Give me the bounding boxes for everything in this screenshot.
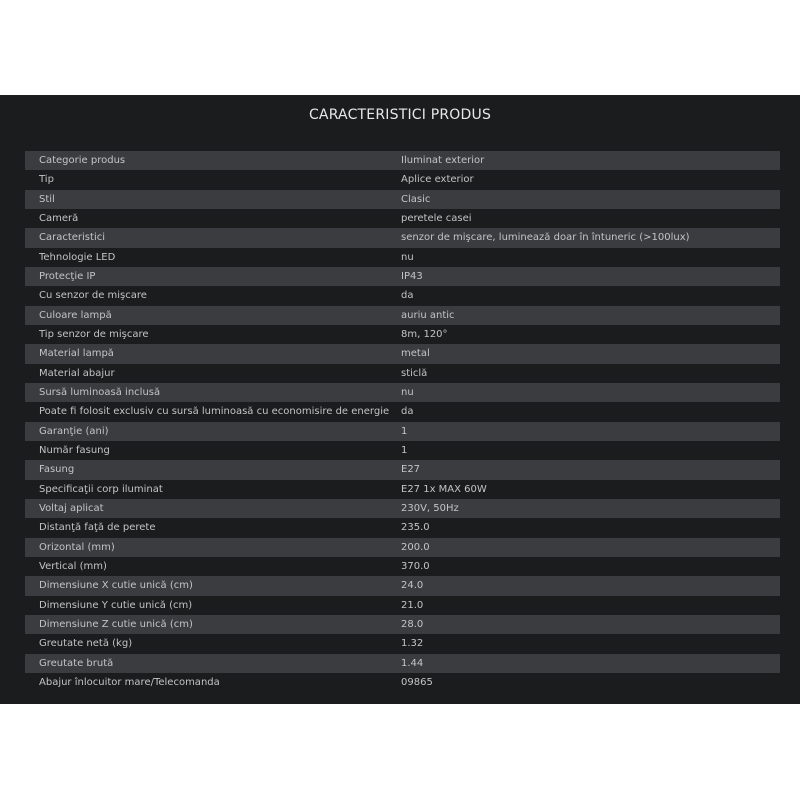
spec-row bbox=[25, 286, 780, 305]
spec-value: Iluminat exterior bbox=[399, 151, 780, 170]
spec-row bbox=[25, 267, 780, 286]
spec-name: Voltaj aplicat bbox=[25, 499, 399, 518]
spec-value: 1 bbox=[399, 441, 780, 460]
section-title: CARACTERISTICI PRODUS bbox=[308, 107, 492, 123]
spec-row bbox=[25, 499, 780, 518]
spec-name: Cu senzor de mişcare bbox=[25, 286, 399, 305]
spec-row bbox=[25, 480, 780, 499]
spec-name: Dimensiune X cutie unică (cm) bbox=[25, 576, 399, 595]
spec-row bbox=[25, 422, 780, 441]
spec-value: 1 bbox=[399, 422, 780, 441]
spec-name: Culoare lampă bbox=[25, 306, 399, 325]
spec-row bbox=[25, 170, 780, 189]
spec-row bbox=[25, 325, 780, 344]
spec-name: Fasung bbox=[25, 460, 399, 479]
spec-row bbox=[25, 228, 780, 247]
spec-value: 200.0 bbox=[399, 538, 780, 557]
spec-row bbox=[25, 364, 780, 383]
spec-value: E27 bbox=[399, 460, 780, 479]
spec-name: Orizontal (mm) bbox=[25, 538, 399, 557]
spec-row bbox=[25, 344, 780, 363]
spec-name: Poate fi folosit exclusiv cu sursă luminoasă cu economisire de energie bbox=[25, 402, 399, 421]
spec-row bbox=[25, 596, 780, 615]
spec-value: E27 1x MAX 60W bbox=[399, 480, 780, 499]
spec-name: Tehnologie LED bbox=[25, 248, 399, 267]
spec-value: 1.44 bbox=[399, 654, 780, 673]
spec-row bbox=[25, 557, 780, 576]
spec-row bbox=[25, 615, 780, 634]
product-specs-panel bbox=[0, 95, 800, 704]
spec-row bbox=[25, 248, 780, 267]
spec-name: Garanţie (ani) bbox=[25, 422, 399, 441]
spec-value: 09865 bbox=[399, 673, 780, 692]
spec-row bbox=[25, 306, 780, 325]
spec-name: Vertical (mm) bbox=[25, 557, 399, 576]
spec-value: 24.0 bbox=[399, 576, 780, 595]
spec-value: da bbox=[399, 402, 780, 421]
spec-row bbox=[25, 654, 780, 673]
spec-value: da bbox=[399, 286, 780, 305]
spec-name: Material lampă bbox=[25, 344, 399, 363]
spec-name: Abajur înlocuitor mare/Telecomanda bbox=[25, 673, 399, 692]
spec-value: nu bbox=[399, 248, 780, 267]
spec-name: Dimensiune Y cutie unică (cm) bbox=[25, 596, 399, 615]
spec-value: 28.0 bbox=[399, 615, 780, 634]
spec-row bbox=[25, 518, 780, 537]
spec-name: Sursă luminoasă inclusă bbox=[25, 383, 399, 402]
spec-value: 8m, 120° bbox=[399, 325, 780, 344]
spec-row bbox=[25, 402, 780, 421]
spec-name: Caracteristici bbox=[25, 228, 399, 247]
spec-value: 230V, 50Hz bbox=[399, 499, 780, 518]
spec-name: Protecţie IP bbox=[25, 267, 399, 286]
spec-value: sticlă bbox=[399, 364, 780, 383]
spec-name: Dimensiune Z cutie unică (cm) bbox=[25, 615, 399, 634]
spec-value: auriu antic bbox=[399, 306, 780, 325]
spec-value: 235.0 bbox=[399, 518, 780, 537]
specs-table bbox=[25, 151, 780, 692]
spec-value: peretele casei bbox=[399, 209, 780, 228]
spec-value: 1.32 bbox=[399, 634, 780, 653]
spec-row bbox=[25, 441, 780, 460]
spec-name: Material abajur bbox=[25, 364, 399, 383]
spec-value: IP43 bbox=[399, 267, 780, 286]
spec-name: Număr fasung bbox=[25, 441, 399, 460]
spec-value: 21.0 bbox=[399, 596, 780, 615]
spec-row bbox=[25, 209, 780, 228]
spec-name: Greutate brută bbox=[25, 654, 399, 673]
spec-row bbox=[25, 576, 780, 595]
spec-value: 370.0 bbox=[399, 557, 780, 576]
spec-name: Tip bbox=[25, 170, 399, 189]
spec-value: Clasic bbox=[399, 190, 780, 209]
spec-name: Categorie produs bbox=[25, 151, 399, 170]
spec-value: nu bbox=[399, 383, 780, 402]
spec-name: Stil bbox=[25, 190, 399, 209]
spec-row bbox=[25, 190, 780, 209]
spec-name: Greutate netă (kg) bbox=[25, 634, 399, 653]
spec-name: Cameră bbox=[25, 209, 399, 228]
spec-row bbox=[25, 383, 780, 402]
spec-name: Specificaţii corp iluminat bbox=[25, 480, 399, 499]
spec-row bbox=[25, 673, 780, 692]
spec-name: Distanţă faţă de perete bbox=[25, 518, 399, 537]
spec-value: metal bbox=[399, 344, 780, 363]
spec-name: Tip senzor de mişcare bbox=[25, 325, 399, 344]
spec-row bbox=[25, 634, 780, 653]
specs-table-body bbox=[25, 151, 780, 692]
spec-row bbox=[25, 151, 780, 170]
spec-row bbox=[25, 538, 780, 557]
spec-row bbox=[25, 460, 780, 479]
spec-value: Aplice exterior bbox=[399, 170, 780, 189]
spec-value: senzor de mişcare, luminează doar în întuneric (>100lux) bbox=[399, 228, 780, 247]
